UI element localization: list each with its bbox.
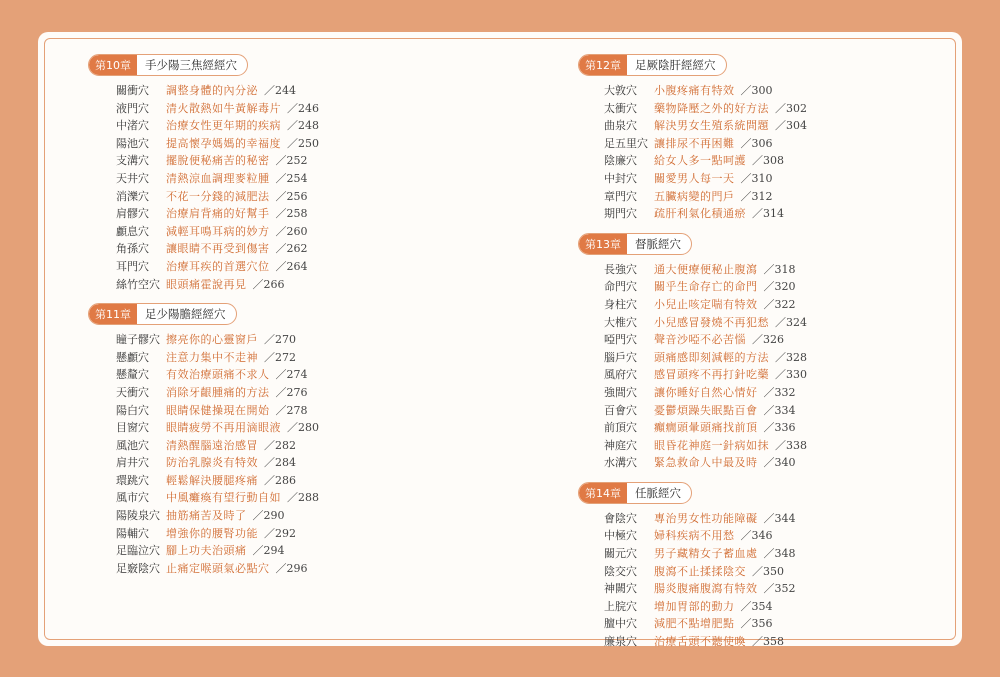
toc-entry (578, 527, 958, 545)
entry-description: 給女人多一點呵護 (654, 154, 746, 168)
toc-entry (88, 152, 498, 170)
toc-entry (88, 454, 498, 472)
toc-entry (578, 510, 958, 528)
entry-description: 關愛男人每一天 (654, 171, 735, 185)
toc-entry (88, 82, 498, 100)
chapter-number: 第11章 (89, 304, 137, 324)
chapter-section (88, 54, 498, 293)
toc-entry (578, 170, 958, 188)
entry-description: 清火散熱如牛黃解毒片 (166, 101, 281, 115)
page-number: ／318 (763, 262, 796, 276)
toc-entry (578, 437, 958, 455)
chapter-title: 足少陽膽經經穴 (145, 307, 226, 322)
chapter-title: 督脈經穴 (635, 236, 681, 251)
entry-description: 輕鬆解決腰腿疼痛 (166, 473, 258, 487)
acupoint-name: 中渚穴 (116, 119, 149, 133)
toc-entry (578, 633, 958, 651)
page-number: ／288 (287, 491, 319, 505)
entry-description: 腳上功夫治頭痛 (166, 544, 247, 558)
toc-entry (578, 598, 958, 616)
entry-description: 小兒止咳定喘有特效 (654, 297, 758, 311)
page-number: ／344 (763, 511, 796, 525)
toc-entry (88, 560, 498, 578)
entry-description: 眼頭痛霍說再見 (166, 277, 247, 291)
toc-entry (578, 580, 958, 598)
chapter-number: 第12章 (579, 55, 627, 75)
page-number: ／266 (252, 277, 285, 291)
acupoint-name: 角孫穴 (116, 242, 149, 256)
entry-description: 清熱醒腦遠治感冒 (166, 438, 258, 452)
entry-description: 治療舌頭不聽使喚 (654, 635, 746, 649)
chapter-section (88, 303, 498, 577)
acupoint-name: 陽池穴 (116, 136, 149, 150)
acupoint-name: 懸釐穴 (116, 368, 149, 382)
toc-entry (88, 117, 498, 135)
acupoint-name: 瞳子髎穴 (116, 333, 160, 347)
page-number: ／356 (740, 617, 773, 631)
toc-entry (578, 278, 958, 296)
acupoint-name: 期門穴 (604, 207, 637, 221)
page-number: ／286 (264, 473, 296, 487)
acupoint-name: 前頂穴 (604, 421, 637, 435)
toc-entry (88, 402, 498, 420)
page-number: ／244 (264, 84, 296, 97)
acupoint-name: 足五里穴 (604, 136, 648, 150)
chapter-section (578, 233, 958, 472)
acupoint-name: 陽輔穴 (116, 526, 149, 540)
page-number: ／292 (264, 526, 296, 540)
chapter-number: 第10章 (89, 55, 137, 75)
entry-list (578, 510, 958, 651)
acupoint-name: 關衝穴 (116, 84, 149, 97)
page-number: ／254 (275, 171, 308, 185)
chapter-section (578, 54, 958, 223)
toc-entry (88, 437, 498, 455)
chapter-heading (88, 303, 237, 325)
chapter-section (578, 482, 958, 651)
acupoint-name: 關元穴 (604, 547, 637, 561)
entry-description: 癲癇頭暈頭痛找前頂 (654, 421, 758, 435)
acupoint-name: 啞門穴 (604, 333, 637, 347)
acupoint-name: 支溝穴 (116, 154, 149, 168)
entry-description: 讓眼睛不再受到傷害 (166, 242, 270, 256)
acupoint-name: 大敦穴 (604, 84, 637, 97)
acupoint-name: 長強穴 (604, 262, 637, 276)
entry-description: 治療耳疾的首選穴位 (166, 259, 270, 273)
chapter-title: 足厥陰肝經經穴 (635, 58, 716, 72)
toc-entry (578, 205, 958, 223)
acupoint-name: 中極穴 (604, 529, 637, 543)
entry-description: 小兒感冒發燒不再犯愁 (654, 315, 769, 329)
acupoint-name: 腦戶穴 (604, 350, 637, 364)
acupoint-name: 天衝穴 (116, 385, 149, 399)
page-number: ／250 (287, 136, 319, 150)
acupoint-name: 風池穴 (116, 438, 149, 452)
acupoint-name: 陰廉穴 (604, 154, 637, 168)
acupoint-name: 廉泉穴 (604, 635, 637, 649)
entry-list (578, 261, 958, 472)
entry-description: 專治男女性功能障礙 (654, 511, 758, 525)
page-number: ／256 (275, 189, 308, 203)
entry-description: 藥物降壓之外的好方法 (654, 101, 769, 115)
toc-entry (88, 135, 498, 153)
entry-description: 五臟病變的門戶 (654, 189, 735, 203)
entry-description: 不花一分錢的減肥法 (166, 189, 270, 203)
entry-description: 增加胃部的動力 (654, 599, 735, 613)
page-number: ／336 (763, 421, 796, 435)
toc-entry (578, 454, 958, 472)
chapter-heading (88, 54, 248, 76)
entry-description: 眼睛疲勞不再用滴眼液 (166, 421, 281, 435)
acupoint-name: 膻中穴 (604, 617, 637, 631)
entry-description: 讓你睡好自然心情好 (654, 385, 758, 399)
toc-entry (578, 331, 958, 349)
acupoint-name: 水溝穴 (604, 456, 637, 470)
toc-entry (88, 542, 498, 560)
acupoint-name: 曲泉穴 (604, 119, 637, 133)
toc-entry (578, 384, 958, 402)
page-number: ／258 (275, 207, 308, 221)
acupoint-name: 身柱穴 (604, 297, 637, 311)
page-number: ／328 (775, 350, 807, 364)
page-number: ／270 (264, 333, 296, 347)
entry-description: 疏肝利氣化積通瘀 (654, 207, 746, 221)
toc-entry (88, 170, 498, 188)
page-number: ／348 (763, 547, 796, 561)
page-number: ／330 (775, 368, 807, 382)
entry-description: 增強你的腰腎功能 (166, 526, 258, 540)
chapter-title: 任脈經穴 (635, 485, 681, 500)
entry-description: 防治乳腺炎有特效 (166, 456, 258, 470)
toc-entry (88, 489, 498, 507)
acupoint-name: 肩井穴 (116, 456, 149, 470)
page-number: ／332 (763, 385, 796, 399)
acupoint-name: 肩髎穴 (116, 207, 149, 221)
page-number: ／248 (287, 119, 319, 133)
chapter-number: 第13章 (579, 234, 627, 254)
entry-description: 治療女性更年期的疾病 (166, 119, 281, 133)
page-number: ／310 (740, 171, 773, 185)
page-number: ／246 (287, 101, 319, 115)
entry-description: 抽筋痛苦及時了 (166, 509, 247, 523)
page-number: ／304 (775, 119, 807, 133)
page-number: ／260 (275, 224, 308, 238)
page-number: ／308 (752, 154, 784, 168)
chapter-heading (578, 233, 692, 255)
page-number: ／358 (752, 635, 784, 649)
toc-entry (578, 314, 958, 332)
page-number: ／264 (275, 259, 308, 273)
toc-entry (88, 188, 498, 206)
chapter-number: 第14章 (579, 483, 627, 503)
entry-description: 有效治療頭痛不求人 (166, 368, 270, 382)
page-number: ／334 (763, 403, 796, 417)
page-number: ／306 (740, 136, 773, 150)
entry-description: 調整身體的內分泌 (166, 84, 258, 97)
entry-description: 關乎生命存亡的命門 (654, 280, 758, 294)
entry-description: 憂鬱煩躁失眠點百會 (654, 403, 758, 417)
toc-entry (88, 525, 498, 543)
page-number: ／282 (264, 438, 296, 452)
entry-description: 聲音沙啞不必苦惱 (654, 333, 746, 347)
acupoint-name: 懸顱穴 (116, 350, 149, 364)
entry-description: 緊急救命人中最及時 (654, 456, 758, 470)
acupoint-name: 環跳穴 (116, 473, 149, 487)
toc-entry (578, 349, 958, 367)
toc-entry (88, 331, 498, 349)
entry-description: 感冒頭疼不再打針吃藥 (654, 368, 769, 382)
toc-entry (578, 615, 958, 633)
acupoint-name: 風市穴 (116, 491, 149, 505)
entry-description: 眼昏花神庭一針病如抹 (654, 438, 769, 452)
acupoint-name: 消濼穴 (116, 189, 149, 203)
acupoint-name: 天井穴 (116, 171, 149, 185)
entry-description: 減輕耳鳴耳病的妙方 (166, 224, 270, 238)
toc-entry (88, 366, 498, 384)
entry-list (88, 82, 498, 293)
acupoint-name: 神庭穴 (604, 438, 637, 452)
page-number: ／302 (775, 101, 807, 115)
toc-entry (578, 296, 958, 314)
page-number: ／312 (740, 189, 773, 203)
toc-entry (88, 100, 498, 118)
toc-entry (578, 82, 958, 100)
toc-entry (578, 135, 958, 153)
acupoint-name: 強間穴 (604, 385, 637, 399)
page-number: ／262 (275, 242, 308, 256)
entry-description: 擦亮你的心靈窗戶 (166, 333, 258, 347)
left-page-column (88, 54, 498, 587)
toc-entry (88, 223, 498, 241)
page-number: ／340 (763, 456, 796, 470)
toc-entry (88, 240, 498, 258)
entry-description: 解決男女生殖系統問題 (654, 119, 769, 133)
toc-entry (88, 258, 498, 276)
entry-description: 消除牙齦腫痛的方法 (166, 385, 270, 399)
toc-entry (578, 402, 958, 420)
toc-entry (578, 152, 958, 170)
page-number: ／314 (752, 207, 784, 221)
acupoint-name: 會陰穴 (604, 511, 637, 525)
toc-entry (578, 261, 958, 279)
entry-list (88, 331, 498, 577)
toc-entry (578, 366, 958, 384)
chapter-title: 手少陽三焦經經穴 (145, 58, 237, 72)
toc-entry (578, 188, 958, 206)
chapter-heading (578, 54, 727, 76)
entry-description: 頭痛感即刻減輕的方法 (654, 350, 769, 364)
page-number: ／320 (763, 280, 796, 294)
toc-entry (578, 419, 958, 437)
page-number: ／296 (275, 561, 308, 575)
entry-description: 眼睛保健操現在開始 (166, 403, 270, 417)
entry-description: 腸炎腹痛腹瀉有特效 (654, 582, 758, 596)
page-number: ／300 (740, 84, 773, 97)
acupoint-name: 足竅陰穴 (116, 561, 160, 575)
acupoint-name: 風府穴 (604, 368, 637, 382)
acupoint-name: 神闕穴 (604, 582, 637, 596)
acupoint-name: 中封穴 (604, 171, 637, 185)
page-number: ／276 (275, 385, 308, 399)
page-number: ／322 (763, 297, 796, 311)
acupoint-name: 上脘穴 (604, 599, 637, 613)
toc-entry (578, 100, 958, 118)
acupoint-name: 目窗穴 (116, 421, 149, 435)
right-page-column (578, 54, 958, 661)
page-number: ／346 (740, 529, 773, 543)
page-number: ／280 (287, 421, 319, 435)
entry-description: 注意力集中不走神 (166, 350, 258, 364)
acupoint-name: 陰交穴 (604, 564, 637, 578)
entry-description: 治療肩背痛的好幫手 (166, 207, 270, 221)
acupoint-name: 陽陵泉穴 (116, 509, 160, 523)
toc-entry (88, 507, 498, 525)
chapter-heading (578, 482, 692, 504)
page-number: ／352 (763, 582, 796, 596)
entry-description: 減肥不點增肥點 (654, 617, 735, 631)
acupoint-name: 百會穴 (604, 403, 637, 417)
entry-description: 止痛定喉頭氣必點穴 (166, 561, 270, 575)
page-number: ／274 (275, 368, 308, 382)
entry-list (578, 82, 958, 223)
page-number: ／252 (275, 154, 308, 168)
toc-entry (88, 384, 498, 402)
acupoint-name: 絲竹空穴 (116, 277, 160, 291)
acupoint-name: 顱息穴 (116, 224, 149, 238)
entry-description: 提高懷孕媽媽的幸福度 (166, 136, 281, 150)
page-number: ／326 (752, 333, 784, 347)
page-number: ／350 (752, 564, 784, 578)
acupoint-name: 陽白穴 (116, 403, 149, 417)
page-number: ／338 (775, 438, 807, 452)
acupoint-name: 液門穴 (116, 101, 149, 115)
acupoint-name: 大椎穴 (604, 315, 637, 329)
entry-description: 清熱涼血調理麥粒腫 (166, 171, 270, 185)
toc-entry (578, 563, 958, 581)
entry-description: 擺脫便秘痛苦的秘密 (166, 154, 270, 168)
entry-description: 男子藏精女子蓄血處 (654, 547, 758, 561)
entry-description: 通大便療便秘止腹瀉 (654, 262, 758, 276)
acupoint-name: 足臨泣穴 (116, 544, 160, 558)
acupoint-name: 耳門穴 (116, 259, 149, 273)
toc-entry (88, 419, 498, 437)
toc-entry (88, 472, 498, 490)
entry-description: 腹瀉不止揉揉陰交 (654, 564, 746, 578)
page-number: ／290 (252, 509, 285, 523)
toc-entry (88, 205, 498, 223)
entry-description: 小腹疼痛有特效 (654, 84, 735, 97)
page-number: ／324 (775, 315, 807, 329)
toc-entry (578, 545, 958, 563)
entry-description: 中風癱瘓有望行動自如 (166, 491, 281, 505)
entry-description: 讓排尿不再困難 (654, 136, 735, 150)
page-number: ／272 (264, 350, 296, 364)
acupoint-name: 章門穴 (604, 189, 637, 203)
page-number: ／354 (740, 599, 773, 613)
page-number: ／294 (252, 544, 285, 558)
acupoint-name: 太衝穴 (604, 101, 637, 115)
book-spread (38, 32, 962, 649)
page-number: ／284 (264, 456, 296, 470)
page-number: ／278 (275, 403, 308, 417)
toc-entry (88, 349, 498, 367)
toc-entry (88, 276, 498, 294)
entry-description: 婦科疾病不用愁 (654, 529, 735, 543)
acupoint-name: 命門穴 (604, 280, 637, 294)
toc-entry (578, 117, 958, 135)
